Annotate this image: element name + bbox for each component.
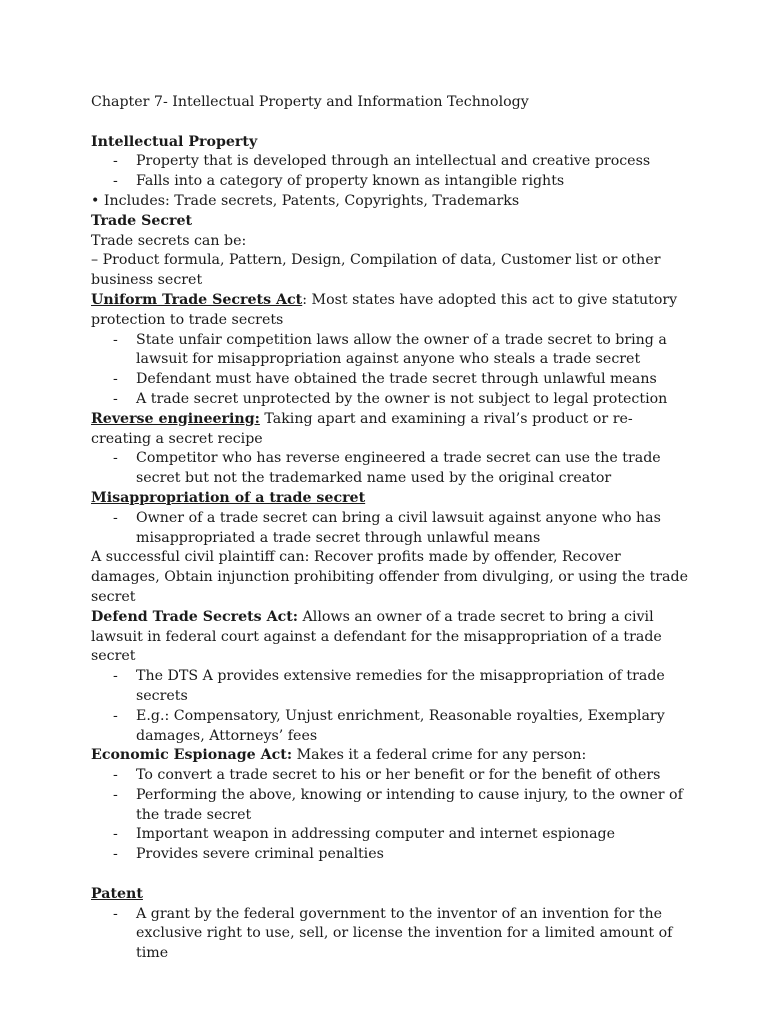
- dash-marker: -: [113, 153, 118, 170]
- list-item-text: State unfair competition laws allow the owner of a trade secret to bring a lawsuit for misappropriation against anyone who steals a trade secret: [136, 331, 667, 368]
- list-item-text: Provides severe criminal penalties: [136, 846, 384, 863]
- dash-marker: -: [113, 707, 118, 724]
- heading-patent: Patent: [91, 885, 143, 902]
- dash-marker: -: [113, 668, 118, 685]
- list-item: [91, 845, 691, 865]
- eea-text: Makes it a federal crime for any person:: [292, 747, 587, 764]
- reverse-engineering-paragraph: [91, 410, 691, 450]
- list-item-text: Property that is developed through an intellectual and creative process: [136, 153, 651, 170]
- list-item-text: The DTS A provides extensive remedies for the misappropriation of trade secrets: [136, 668, 665, 704]
- includes-line: • Includes: Trade secrets, Patents, Copyrights, Trademarks: [91, 192, 520, 209]
- list-item-text: Important weapon in addressing computer and internet espionage: [136, 826, 616, 843]
- list-item: [91, 786, 691, 826]
- dash-marker: -: [113, 905, 118, 922]
- list-item-text: Falls into a category of property known as intangible rights: [136, 173, 565, 190]
- dash-marker: -: [113, 371, 118, 388]
- list-item: [91, 331, 691, 371]
- heading-trade-secret: Trade Secret: [91, 212, 193, 229]
- dash-marker: -: [113, 331, 118, 348]
- list-item: [91, 667, 691, 707]
- trade-secret-intro: Trade secrets can be:: [91, 232, 247, 249]
- chapter-title: Chapter 7- Intellectual Property and Information Technology: [91, 94, 529, 110]
- trade-secret-list: – Product formula, Pattern, Design, Compilation of data, Customer list or other business secret: [91, 252, 666, 289]
- utsa-term: Uniform Trade Secrets Act: [91, 291, 303, 308]
- heading-misappropriation: Misappropriation of a trade secret: [91, 489, 366, 506]
- list-item: [91, 152, 691, 172]
- list-item-text: Competitor who has reverse engineered a trade secret can use the trade secret but not the trademarked name used by the original creator: [136, 450, 661, 487]
- dash-marker: -: [113, 390, 118, 407]
- list-item: [91, 172, 691, 192]
- list-item: [91, 766, 691, 786]
- list-item: [91, 825, 691, 845]
- heading-intellectual-property: Intellectual Property: [91, 133, 258, 150]
- dash-marker: -: [113, 786, 118, 803]
- eea-paragraph: [91, 746, 691, 766]
- list-item-text: Owner of a trade secret can bring a civil lawsuit against anyone who has misappropriated a trade secret through unlawful means: [136, 509, 661, 546]
- reverse-engineering-term: Reverse engineering:: [91, 410, 260, 427]
- list-item: [91, 390, 691, 410]
- list-item-text: To convert a trade secret to his or her benefit or for the benefit of others: [136, 767, 661, 784]
- spacer: [91, 865, 691, 885]
- dtsa-paragraph: [91, 608, 691, 667]
- dash-marker: -: [113, 846, 118, 863]
- list-item-text: E.g.: Compensatory, Unjust enrichment, Reasonable royalties, Exemplary damages, Attorneys’ fees: [136, 707, 665, 744]
- list-item: [91, 370, 691, 390]
- dash-marker: -: [113, 173, 118, 190]
- list-item: [91, 905, 691, 964]
- dash-marker: -: [113, 826, 118, 843]
- utsa-text: : Most states have adopted this act to give statutory protection to trade secrets: [91, 291, 682, 328]
- utsa-paragraph: [91, 291, 691, 331]
- misappropriation-text: A successful civil plaintiff can: Recover profits made by offender, Recover damages, Obtain injunction prohibiting offender from divulging, or using the trade secret: [91, 549, 693, 605]
- dtsa-text: Allows an owner of a trade secret to bring a civil lawsuit in federal court against a defendant for the misappropriation of a trade secret: [91, 608, 667, 665]
- eea-term: Economic Espionage Act:: [91, 747, 293, 764]
- dtsa-term: Defend Trade Secrets Act:: [91, 608, 299, 625]
- dash-marker: -: [113, 509, 118, 526]
- spacer: [91, 113, 691, 133]
- dash-marker: -: [113, 767, 118, 784]
- list-item: [91, 449, 691, 489]
- list-item-text: A grant by the federal government to the inventor of an invention for the exclusive right to use, sell, or license the invention for a limited amount of time: [136, 905, 673, 962]
- list-item: [91, 509, 691, 549]
- list-item-text: Defendant must have obtained the trade secret through unlawful means: [136, 371, 657, 388]
- list-item-text: A trade secret unprotected by the owner is not subject to legal protection: [136, 390, 668, 407]
- list-item-text: Performing the above, knowing or intending to cause injury, to the owner of the trade secret: [136, 786, 683, 823]
- document-body: [91, 93, 691, 964]
- reverse-engineering-text: Taking apart and examining a rival’s product or re-creating a secret recipe: [91, 410, 633, 447]
- dash-marker: -: [113, 450, 118, 467]
- list-item: [91, 707, 691, 747]
